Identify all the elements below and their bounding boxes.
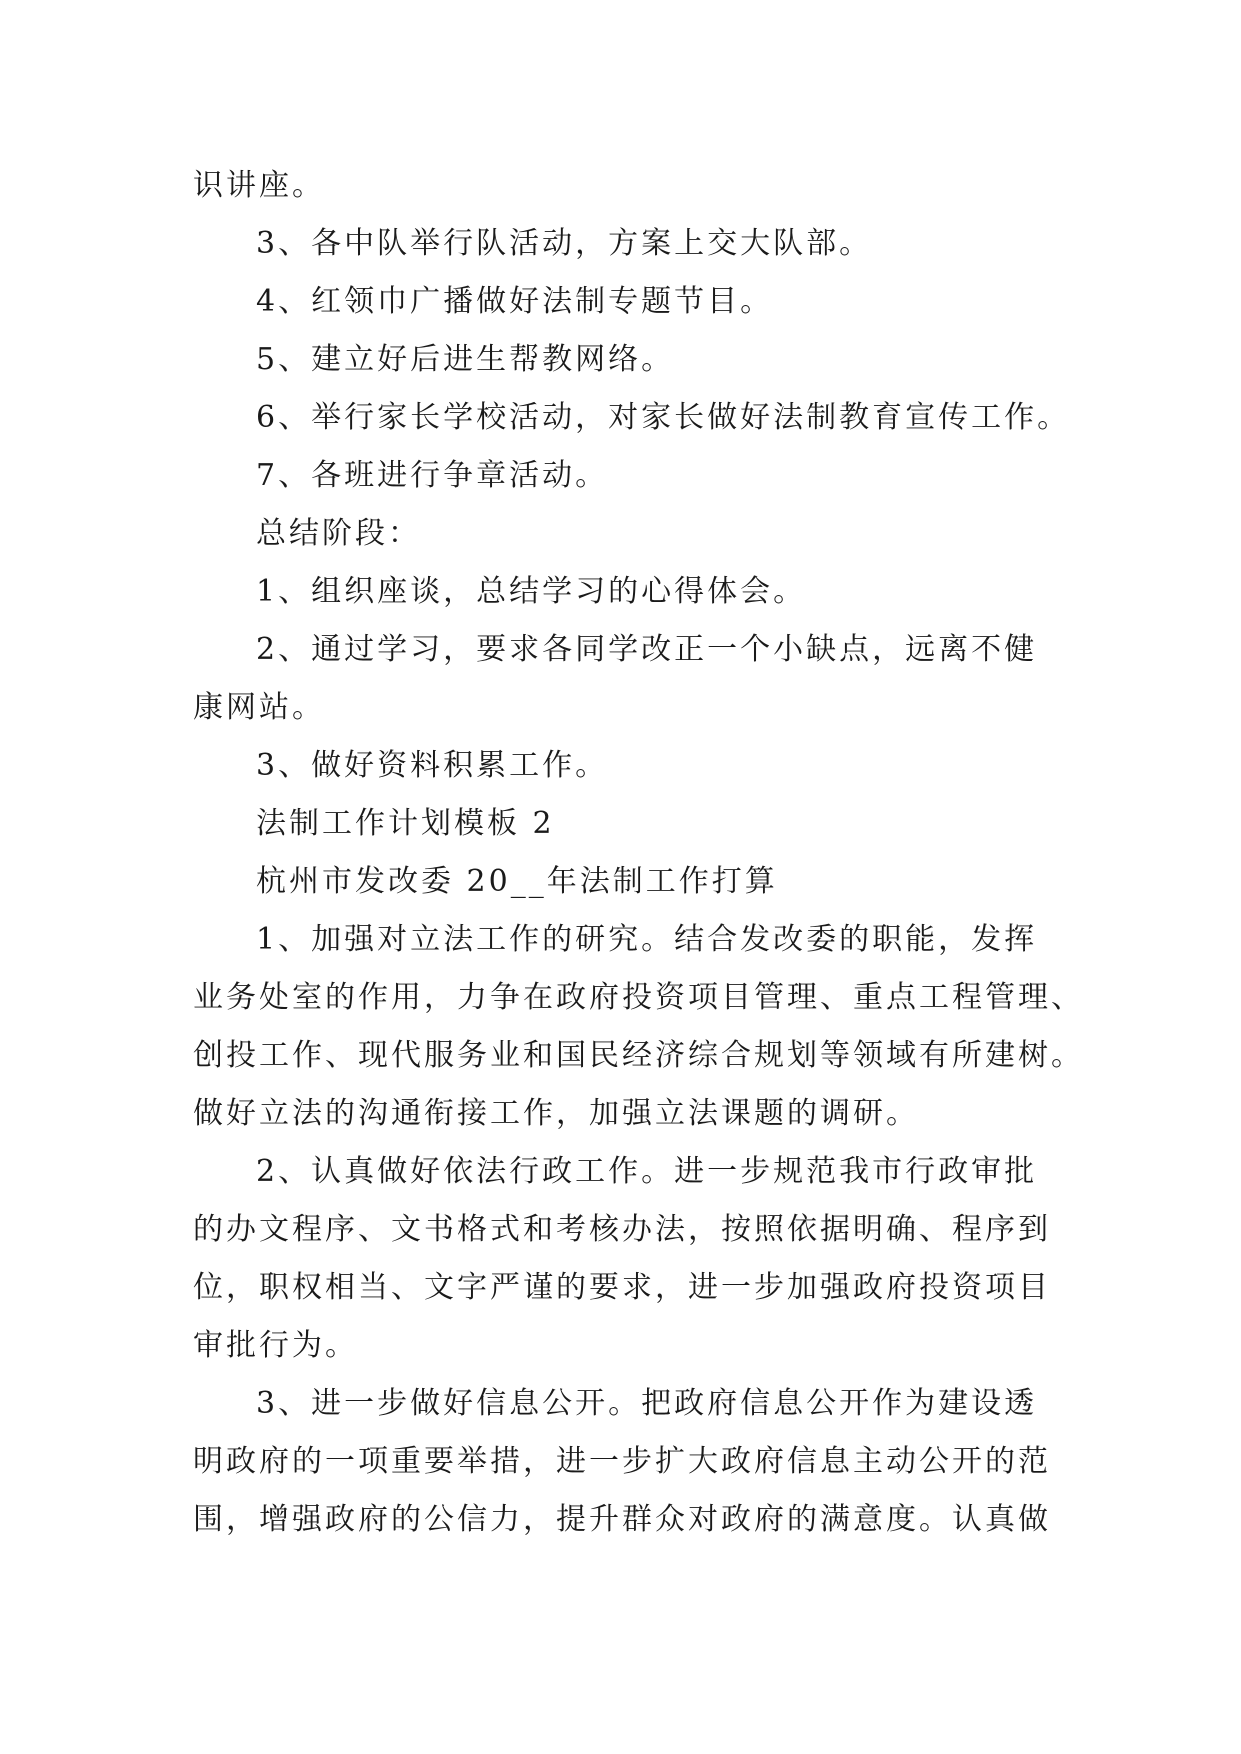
template-title: 法制工作计划模板 2 xyxy=(256,806,555,841)
text-line: 4、红领巾广播做好法制专题节目。 xyxy=(256,284,774,319)
text-line: 1、组织座谈，总结学习的心得体会。 xyxy=(256,574,807,609)
plan-title: 杭州市发改委 20__年法制工作打算 xyxy=(256,864,778,899)
text-line: 做好立法的沟通衔接工作，加强立法课题的调研。 xyxy=(193,1096,919,1131)
section-heading: 总结阶段： xyxy=(256,516,421,551)
text-line: 识讲座。 xyxy=(193,168,325,203)
text-line: 5、建立好后进生帮教网络。 xyxy=(256,342,675,377)
text-line: 围，增强政府的公信力，提升群众对政府的满意度。认真做 xyxy=(193,1502,1051,1537)
text-line: 业务处室的作用，力争在政府投资项目管理、重点工程管理、 xyxy=(193,980,1084,1015)
text-line: 的办文程序、文书格式和考核办法，按照依据明确、程序到 xyxy=(193,1212,1051,1247)
text-line: 康网站。 xyxy=(193,690,325,725)
text-line: 1、加强对立法工作的研究。结合发改委的职能，发挥 xyxy=(256,922,1038,957)
text-line: 3、各中队举行队活动，方案上交大队部。 xyxy=(256,226,873,261)
text-line: 2、认真做好依法行政工作。进一步规范我市行政审批 xyxy=(256,1154,1038,1189)
text-line: 3、进一步做好信息公开。把政府信息公开作为建设透 xyxy=(256,1386,1038,1421)
text-line: 3、做好资料积累工作。 xyxy=(256,748,609,783)
text-line: 审批行为。 xyxy=(193,1328,358,1363)
text-line: 创投工作、现代服务业和国民经济综合规划等领域有所建树。 xyxy=(193,1038,1084,1073)
text-line: 7、各班进行争章活动。 xyxy=(256,458,609,493)
text-line: 6、举行家长学校活动，对家长做好法制教育宣传工作。 xyxy=(256,400,1071,435)
text-line: 2、通过学习，要求各同学改正一个小缺点，远离不健 xyxy=(256,632,1038,667)
text-line: 明政府的一项重要举措，进一步扩大政府信息主动公开的范 xyxy=(193,1444,1051,1479)
text-line: 位，职权相当、文字严谨的要求，进一步加强政府投资项目 xyxy=(193,1270,1051,1305)
